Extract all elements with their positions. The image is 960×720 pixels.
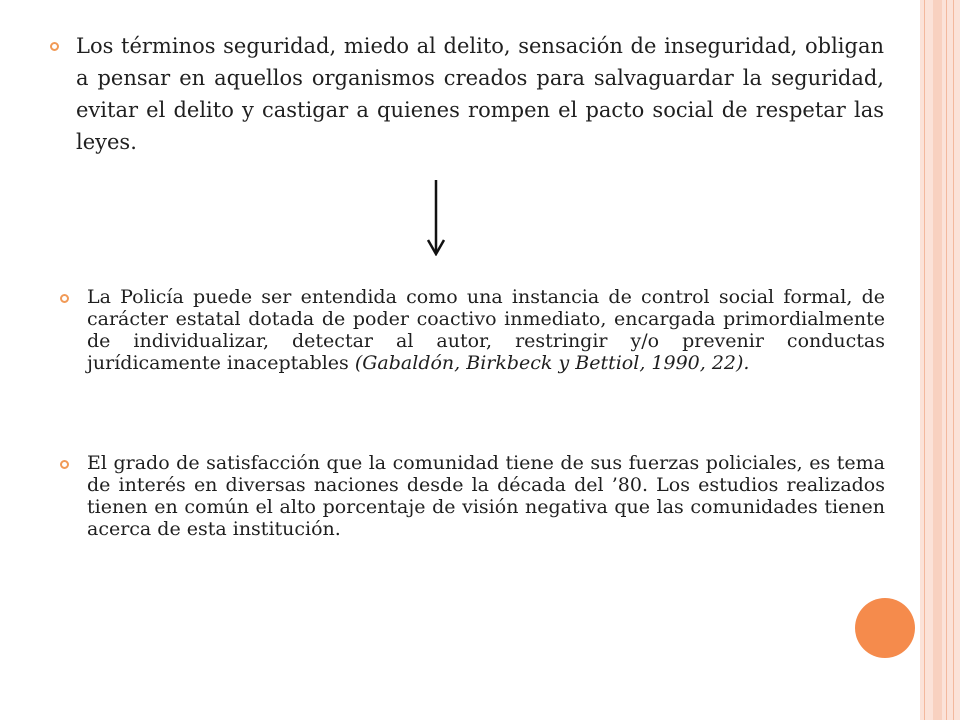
- orange-circle-decoration: [855, 598, 915, 658]
- satisfaction-paragraph-text: El grado de satisfacción que la comunidad tiene de sus fuerzas policiales, es tema de interés en diversas naciones desde la década del ’80. Los estudios realizados tienen en común el alto porcentaje de visión negativa que las comunidades tienen acerca de esta institución.: [87, 452, 885, 540]
- bullet-icon: [60, 460, 69, 469]
- police-definition-paragraph: [87, 286, 885, 374]
- bullet-icon: [50, 42, 59, 51]
- satisfaction-paragraph: [87, 452, 885, 540]
- citation: (Gabaldón, Birkbeck y Bettiol, 1990, 22).: [354, 352, 750, 374]
- intro-paragraph: [76, 30, 884, 158]
- down-arrow-icon: [424, 180, 448, 256]
- right-decorative-border: [920, 0, 960, 720]
- intro-paragraph-text: Los términos seguridad, miedo al delito, sensación de inseguridad, obligan a pensar en aquellos organismos creados para salvaguardar la seguridad, evitar el delito y castigar a quienes rompen el pacto social de respetar las leyes.: [76, 34, 884, 154]
- bullet-icon: [60, 294, 69, 303]
- police-definition-text: La Policía puede ser entendida como una instancia de control social formal, de carácter estatal dotada de poder coactivo inmediato, encargada primordialmente de individualizar, detectar al autor, restringir y/o prevenir conductas jurídicamente inaceptables: [87, 286, 885, 374]
